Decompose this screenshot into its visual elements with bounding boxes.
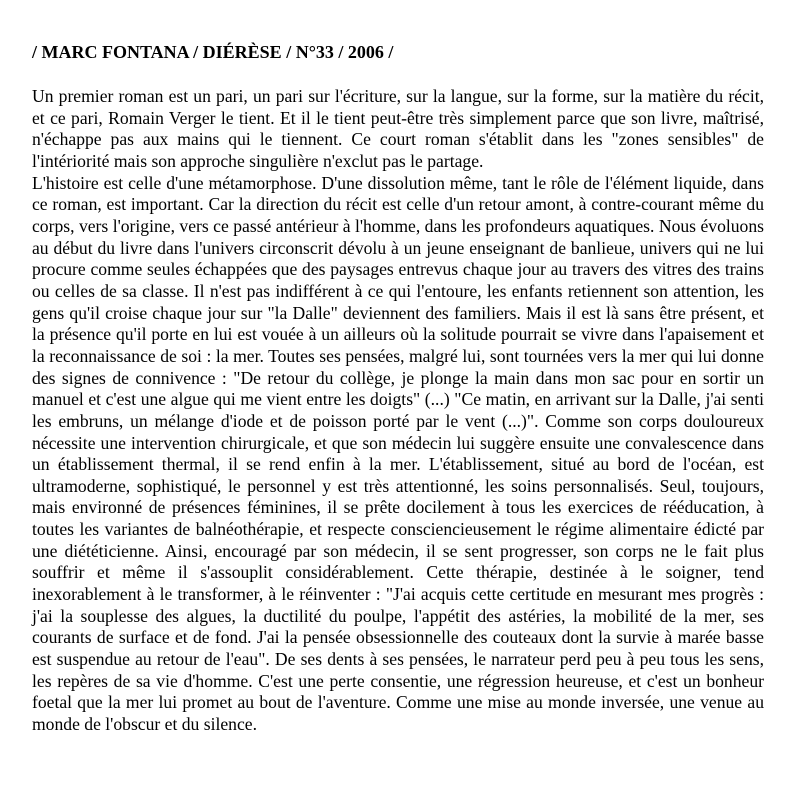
paragraph-main: L'histoire est celle d'une métamorphose. D'une dissolution même, tant le rôle de l'élément liquide, dans ce roman, est important. Car la direction du récit est celle d'un retour amont, à contre-courant même du corps, vers l'origine, vers ce passé antérieur à l'homme, dans les profondeurs aquatiques. Nous évoluons au début du livre dans l'univers circonscrit dévolu à un jeune enseignant de banlieue, univers qui ne lui procure comme seules échappées que des paysages entrevus chaque jour au travers des vitres des trains ou celles de sa classe. Il n'est pas indifférent à ce qui l'entoure, les enfants retiennent son attention, les gens qu'il croise chaque jour sur "la Dalle" deviennent des familiers. Mais il est là sans être présent, et la présence qu'il porte en lui est vouée à un ailleurs où la solitude pourrait se vivre dans l'apaisement et la reconnaissance de soi : la mer. Toutes ses pensées, malgré lui, sont tournées vers la mer qui lui donne des signes de connivence : "De retour du collège, je plonge la main dans mon sac pour en sortir un manuel et c'est une algue qui me vient entre les doigts" (...) "Ce matin, en arrivant sur la Dalle, j'ai senti les embruns, un mélange d'iode et de poisson porté par le vent (...)". Comme son corps douloureux nécessite une intervention chirurgicale, et que son médecin lui suggère ensuite une convalescence dans un établissement thermal, il se rend enfin à la mer. L'établissement, situé au bord de l'océan, est ultramoderne, sophistiqué, le personnel y est très attentionné, les soins personnalisés. Seul, toujours, mais environné de présences féminines, il se prête docilement à tous les exercices de rééducation, à toutes les variantes de balnéothérapie, et respecte consciencieusement le régime alimentaire édicté par une diététicienne. Ainsi, encouragé par son médecin, il se sent progresser, son corps ne le fait plus souffrir et même il s'assouplit considérablement. Cette thérapie, destinée à le soigner, tend inexorablement à le transformer, à le réinventer : "J'ai acquis cette certitude en mesurant mes progrès : j'ai la souplesse des algues, la ductilité du poulpe, l'appétit des astéries, la mobilité de la mer, ses courants de surface et de fond. J'ai la pensée obsessionnelle des couteaux dont la survie à marée basse est suspendue au retour de l'eau". De ses dents à ses pensées, le narrateur perd peu à peu tous les sens, les repères de sa vie d'homme. C'est une perte consentie, une régression heureuse, et c'est un bonheur foetal que la mer lui promet au bout de l'aventure. Comme une mise au monde inversée, une venue au monde de l'obscur et du silence. <box>32 172 764 735</box>
paragraph-intro: Un premier roman est un pari, un pari sur l'écriture, sur la langue, sur la forme, sur la matière du récit, et ce pari, Romain Verger le tient. Et il le tient peut-être très simplement parce que son livre, maîtrisé, n'échappe pas aux mains qui le tiennent. Ce court roman s'établit dans les "zones sensibles" de l'intériorité mais son approche singulière n'exclut pas le partage. <box>32 86 764 171</box>
article-body <box>32 86 764 736</box>
review-page <box>32 40 764 736</box>
page-title: / MARC FONTANA / DIÉRÈSE / N°33 / 2006 / <box>32 42 394 62</box>
